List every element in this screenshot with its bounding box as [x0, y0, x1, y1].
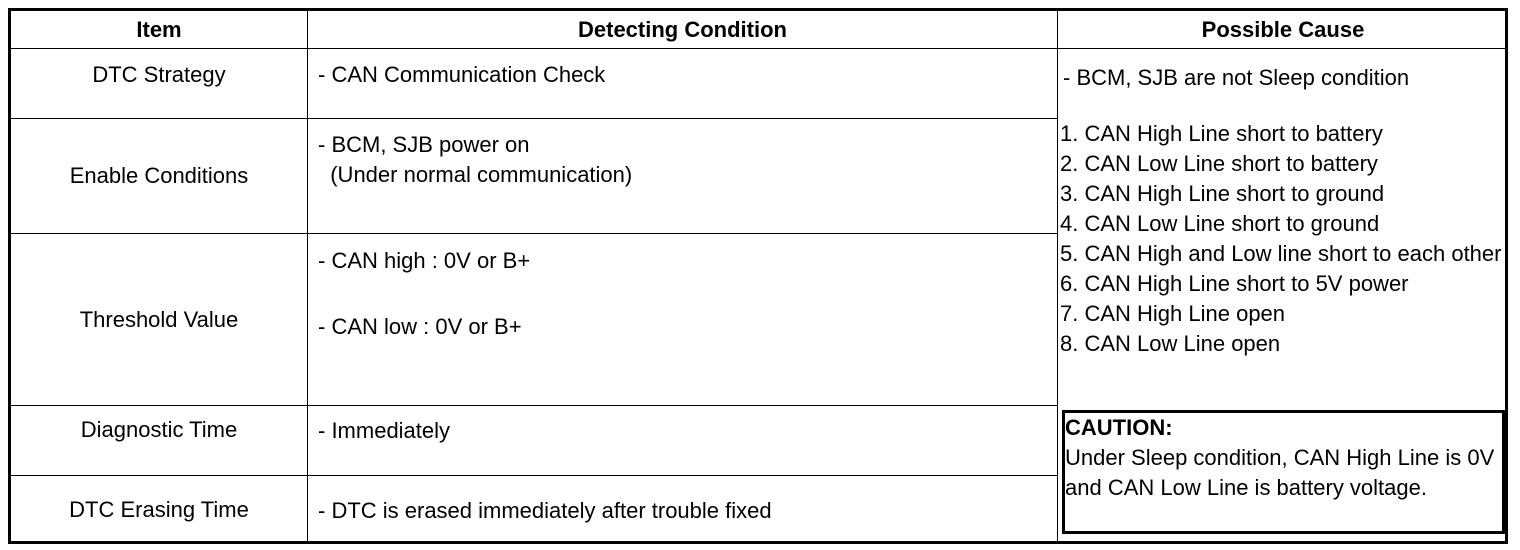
header-item: Item: [136, 16, 182, 42]
row-dtc-strategy-item: DTC Strategy: [92, 62, 226, 87]
possible-cause-list: [1060, 63, 1506, 359]
cause-item: 6. CAN High Line short to 5V power: [1060, 271, 1409, 296]
cause-item: 7. CAN High Line open: [1060, 301, 1286, 326]
row-dtc-strategy-condition: - CAN Communication Check: [318, 62, 606, 87]
header-possible-cause: Possible Cause: [1201, 16, 1365, 42]
row-threshold-can-high: - CAN high : 0V or B+: [318, 248, 531, 273]
row-diagnostic-time-condition: - Immediately: [318, 418, 451, 443]
column-divider-1: [307, 11, 308, 541]
row-enable-conditions-condition: - BCM, SJB power on (Under normal communication): [318, 132, 633, 187]
row-divider-3: [11, 405, 1057, 406]
cause-item: 5. CAN High and Low line short to each other: [1060, 241, 1502, 266]
cause-items: [1060, 119, 1506, 359]
row-threshold-value-item: Threshold Value: [79, 306, 239, 332]
dtc-table: [8, 8, 1508, 544]
row-dtc-erasing-time-item: DTC Erasing Time: [69, 497, 249, 522]
column-divider-2: [1057, 11, 1058, 541]
header-detecting-condition: Detecting Condition: [578, 16, 787, 42]
caution-box: [1062, 410, 1505, 534]
row-enable-conditions-item: Enable Conditions: [69, 163, 249, 188]
caution-text: Under Sleep condition, CAN High Line is 0V and CAN Low Line is battery voltage.: [1065, 445, 1495, 500]
possible-cause-lead: - BCM, SJB are not Sleep condition: [1063, 65, 1410, 90]
row-dtc-erasing-time-condition: - DTC is erased immediately after trouble fixed: [318, 498, 772, 523]
cause-item: 4. CAN Low Line short to ground: [1060, 211, 1380, 236]
cause-item: 3. CAN High Line short to ground: [1060, 181, 1385, 206]
caution-title: CAUTION:: [1065, 415, 1173, 440]
cause-item: 2. CAN Low Line short to battery: [1060, 151, 1378, 176]
row-diagnostic-time-item: Diagnostic Time: [80, 417, 238, 442]
cause-item: 1. CAN High Line short to battery: [1060, 121, 1383, 146]
row-threshold-can-low: - CAN low : 0V or B+: [318, 314, 522, 339]
header-divider: [11, 48, 1508, 49]
cause-item: 8. CAN Low Line open: [1060, 331, 1281, 356]
